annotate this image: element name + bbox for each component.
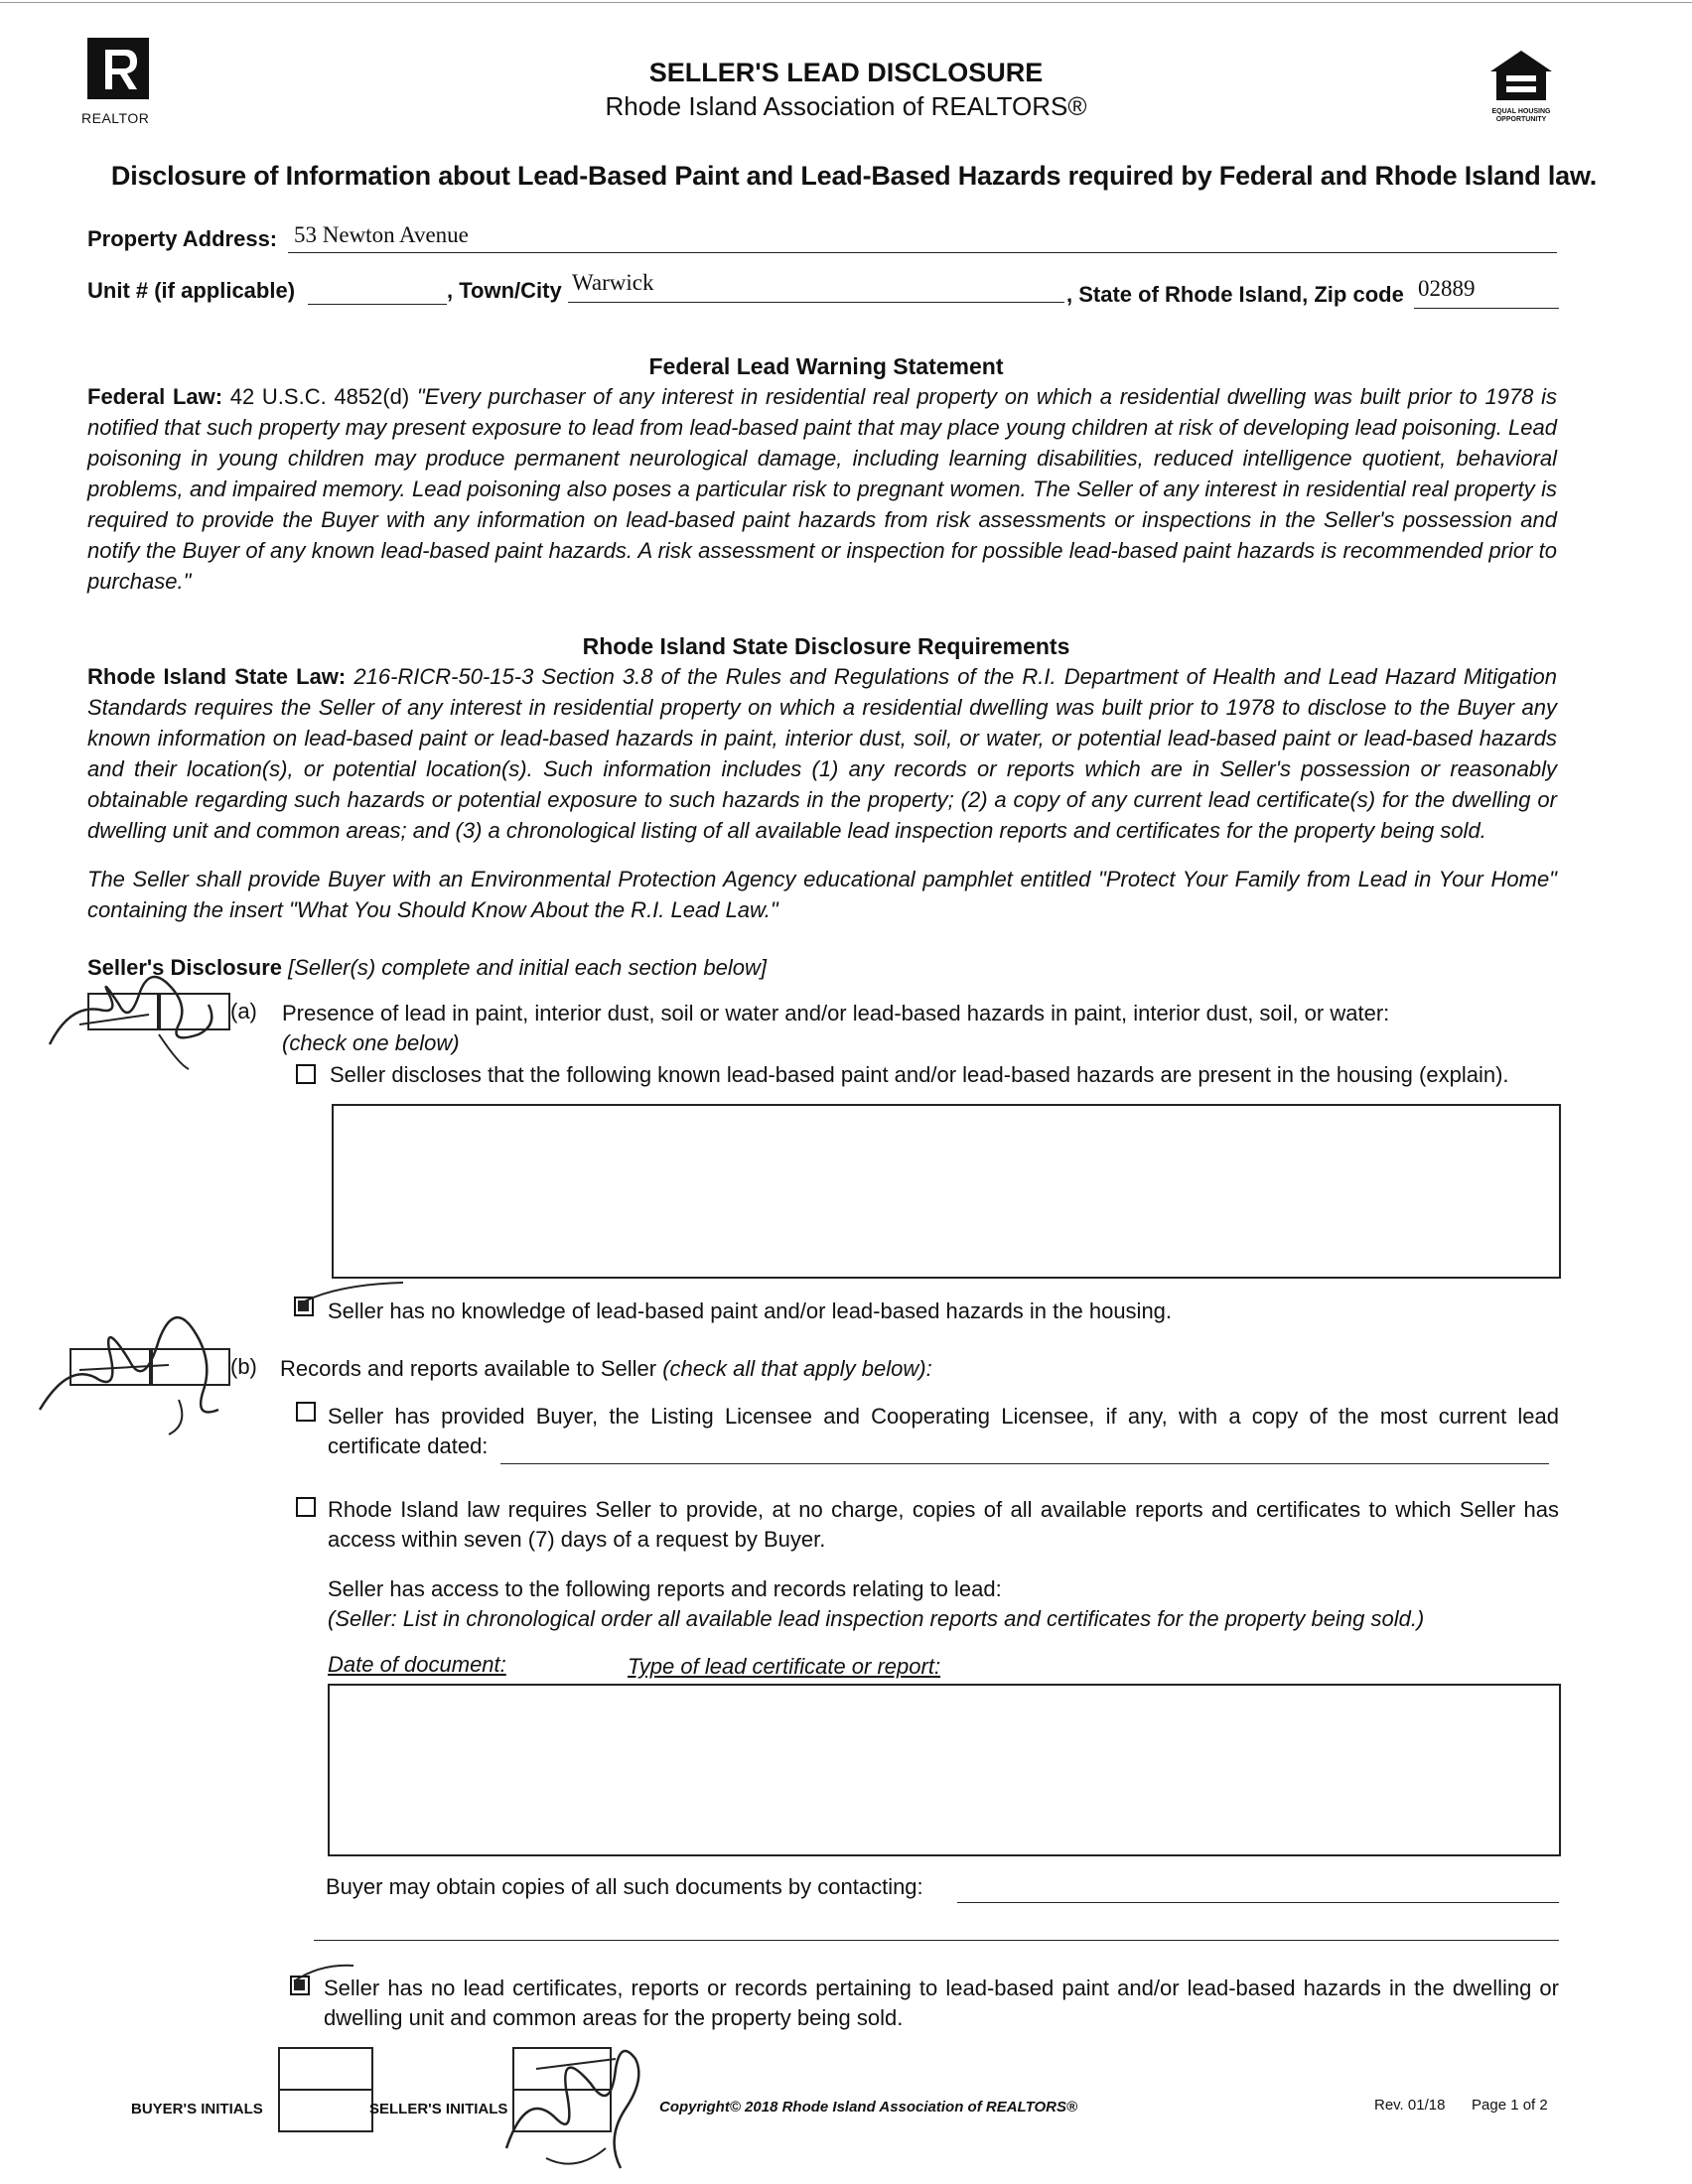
item-b-opt2-text: Rhode Island law requires Seller to provide, at no charge, copies of all available reports and certificates to which Seller has access within seven (7) days of a request by Buyer. [328,1497,1559,1552]
state-text: 216-RICR-50-15-3 Section 3.8 of the Rules and Regulations of the R.I. Department of Health and Lead Hazard Mitigation Standards requires the Seller of any interest in residential property on which a residential dwelling was built prior to 1978 to disclose to the Buyer any known information on lead-based paint or lead-based hazards in paint, interior dust, soil, or water, or potential lead-based paint or lead-based hazards and their location(s), or potential location(s). Such information includes (1) any records or reports which are in Seller's possession or reasonably obtainable regarding such hazards or potential exposure to such hazards in the property; (2) a copy of any current lead certificate(s) for the dwelling or dwelling unit and common areas; and (3) a chronological listing of all available lead inspection reports and certificates for the property being sold. [87,664,1557,843]
revision-text: Rev. 01/18 [1374,2097,1446,2114]
explain-hazards-textarea[interactable] [332,1104,1561,1279]
town-label: , Town/City [447,278,562,303]
zip-field[interactable] [1414,276,1559,309]
copyright-text: Copyright© 2018 Rhode Island Association of REALTORS® [659,2099,1078,2116]
item-b-marker: (b) [230,1354,257,1379]
checkbox-a-known-hazards[interactable] [296,1064,316,1084]
property-address-label: Property Address: [87,226,278,251]
property-address-field[interactable] [288,220,1557,253]
town-field[interactable] [568,270,1064,303]
seller-initials-signature-footer [496,2029,645,2178]
federal-section-title: Federal Lead Warning Statement [648,353,1004,379]
reports-list-textarea[interactable] [328,1684,1561,1856]
buyer-initials-label: BUYER'S INITIALS [131,2101,263,2117]
access-text: Seller has access to the following reports and records relating to lead: [328,1576,1002,1601]
zip-value: 02889 [1418,276,1476,301]
certificate-date-field[interactable] [500,1437,1549,1464]
sellers-disclosure-instruction: [Seller(s) complete and initial each section below] [288,955,767,980]
seller-initials-signature-b [20,1291,258,1439]
contact-second-line[interactable] [314,1940,1559,1941]
unit-label: Unit # (if applicable) [87,278,296,303]
federal-paragraph [87,381,1557,597]
property-address-value: 53 Newton Avenue [294,222,469,247]
item-a-marker: (a) [230,999,257,1024]
checkbox-b-provided-certificate[interactable] [296,1402,316,1422]
federal-citation: 42 U.S.C. 4852(d) [229,384,410,409]
contact-label: Buyer may obtain copies of all such documents by contacting: [326,1874,923,1899]
federal-law-label: Federal Law: [87,384,223,409]
town-value: Warwick [572,270,654,295]
equal-housing-house-icon [1486,48,1556,103]
pamphlet-paragraph: The Seller shall provide Buyer with an Environmental Protection Agency educational pamphlet entitled "Protect Your Family from Lead in Your Home" containing the insert "What You Should Know About the R.I. Lead Law." [87,867,1557,922]
item-b-heading [280,1354,932,1384]
state-zip-label: , State of Rhode Island, Zip code [1066,282,1404,307]
item-b-opt3-text: Seller has no lead certificates, reports or records pertaining to lead-based paint and/or lead-based hazards in the dwelling or dwelling unit and common areas for the property being sold. [324,1976,1559,2030]
contact-field[interactable] [957,1876,1559,1903]
item-a-opt2-text: Seller has no knowledge of lead-based paint and/or lead-based hazards in the housing. [328,1298,1173,1323]
state-paragraph [87,661,1557,846]
item-a-text: Presence of lead in paint, interior dust, soil or water and/or lead-based hazards in paint, interior dust, soil, or water: [282,1001,1390,1025]
equal-housing-text: EQUAL HOUSING OPPORTUNITY [1491,108,1551,123]
state-law-label: Rhode Island State Law: [87,664,347,689]
sellers-disclosure-label: Seller's Disclosure [87,955,283,980]
seller-initials-label: SELLER'S INITIALS [369,2101,508,2117]
column-type-label: Type of lead certificate or report: [628,1654,941,1679]
column-date-label: Date of document: [328,1652,506,1677]
scan-artifact-line [0,2,1692,3]
item-b-check-all: (check all that apply below): [662,1356,932,1381]
disclosure-main-title: Disclosure of Information about Lead-Based Paint and Lead-Based Hazards required by Federal and Rhode Island law. [110,161,1598,191]
item-b-text: Records and reports available to Seller [280,1356,657,1381]
state-section-title: Rhode Island State Disclosure Requirements [582,633,1070,659]
form-title: SELLER'S LEAD DISCLOSURE [648,58,1044,87]
equal-housing-logo [1480,48,1563,127]
federal-text: "Every purchaser of any interest in residential real property on which a residential dwelling was built prior to 1978 is notified that such property may present exposure to lead from lead-based paint that may place young children at risk of developing lead poisoning. Lead poisoning in young children may produce permanent neurological damage, including learning disabilities, reduced intelligence quotient, behavioral problems, and impaired memory. Lead poisoning also poses a particular risk to pregnant women. The Seller of any interest in residential real property is required to provide the Buyer with any information on lead-based paint hazards from risk assessments or inspections in the Seller's possession and notify the Buyer of any known lead-based paint hazards. A risk assessment or inspection for possible lead-based paint hazards is recommended prior to purchase." [87,384,1557,594]
item-a-opt1-text: Seller discloses that the following known lead-based paint and/or lead-based hazards are present in the housing (explain). [330,1062,1509,1087]
buyer-initials-box[interactable] [278,2047,373,2132]
form-subtitle: Rhode Island Association of REALTORS® [605,91,1087,121]
unit-field[interactable] [308,274,447,305]
access-instructions: (Seller: List in chronological order all available lead inspection reports and certificates for the property being sold.) [328,1606,1425,1631]
item-a-check-one: (check one below) [282,1030,460,1055]
page-number: Page 1 of 2 [1472,2097,1548,2114]
realtor-logo-text: REALTOR [81,110,150,126]
checkbox-b-ri-law-reports[interactable] [296,1497,316,1517]
item-b-opt1-text: Seller has provided Buyer, the Listing Licensee and Cooperating Licensee, if any, with a copy of the most current lead certificate dated: [328,1404,1559,1458]
seller-initials-signature-a [40,965,248,1074]
